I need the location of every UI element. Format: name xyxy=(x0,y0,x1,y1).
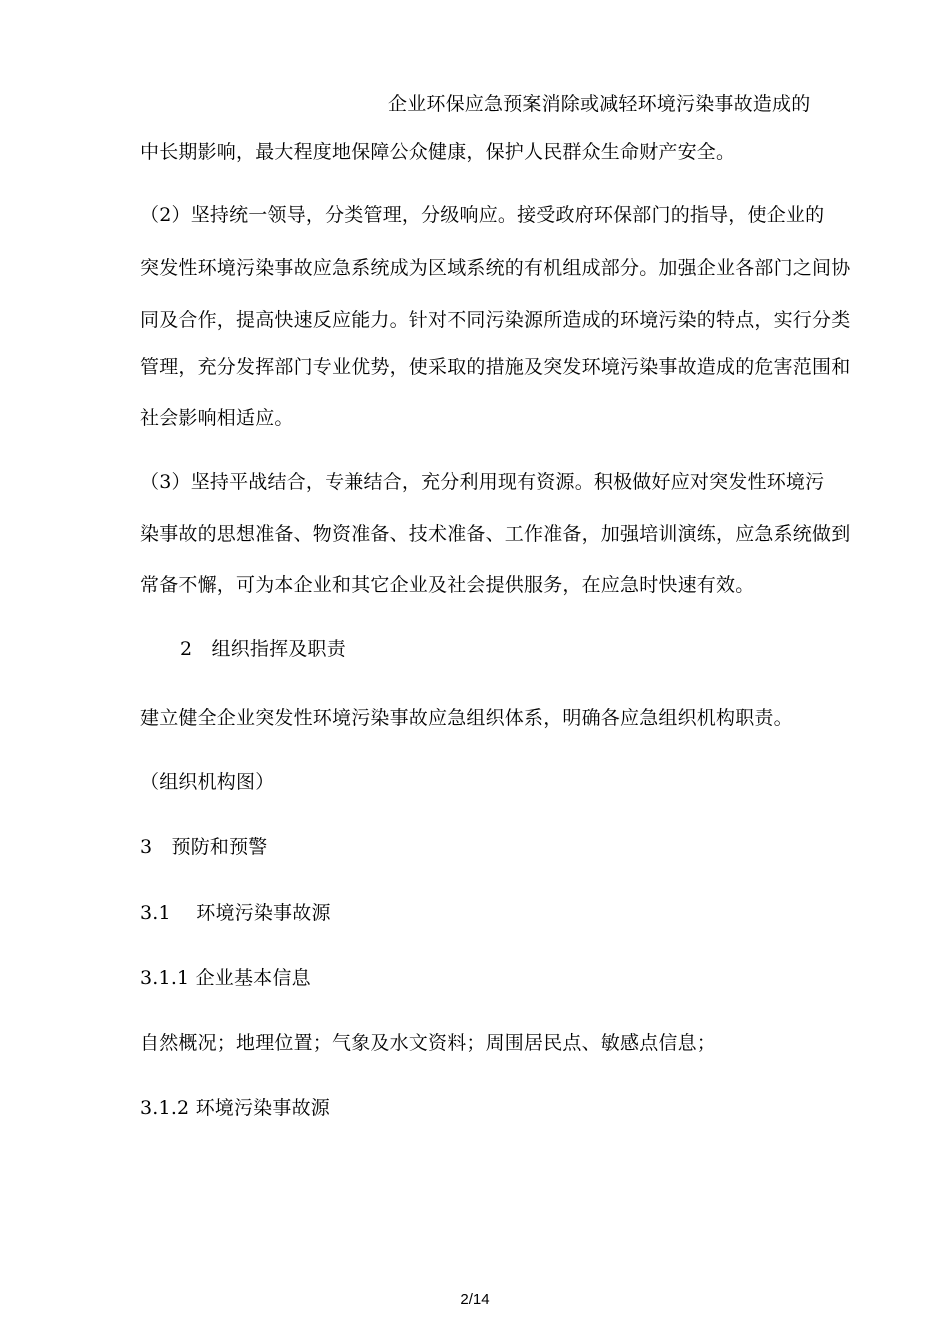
page-number: 2/14 xyxy=(460,1291,490,1308)
paragraph-3-line-2: 染事故的思想准备、物资准备、技术准备、工作准备，加强培训演练，应急系统做到 xyxy=(140,523,851,545)
paragraph-2-line-2: 突发性环境污染事故应急系统成为区域系统的有机组成部分。加强企业各部门之间协 xyxy=(140,257,851,279)
org-chart-placeholder: （组织机构图） xyxy=(140,771,275,793)
section-heading-3-1-2: 3.1.2 环境污染事故源 xyxy=(140,1097,330,1119)
section-heading-3-1-1: 3.1.1 企业基本信息 xyxy=(140,967,311,989)
section-heading-3: 3 预防和预警 xyxy=(140,836,268,858)
paragraph-1-line-1: 企业环保应急预案消除或减轻环境污染事故造成的 xyxy=(388,93,811,115)
paragraph-2-line-5: 社会影响相适应。 xyxy=(140,407,294,429)
paragraph-2-line-4: 管理，充分发挥部门专业优势，使采取的措施及突发环境污染事故造成的危害范围和 xyxy=(140,356,851,378)
section-heading-3-1: 3.1 环境污染事故源 xyxy=(140,902,331,924)
paragraph-2-line-3: 同及合作，提高快速反应能力。针对不同污染源所造成的环境污染的特点，实行分类 xyxy=(140,309,851,331)
section-2-body: 建立健全企业突发性环境污染事故应急组织体系，明确各应急组织机构职责。 xyxy=(140,707,793,729)
paragraph-2-line-1: （2）坚持统一领导，分类管理，分级响应。接受政府环保部门的指导，使企业的 xyxy=(140,204,825,226)
paragraph-1-line-2: 中长期影响，最大程度地保障公众健康，保护人民群众生命财产安全。 xyxy=(140,141,736,163)
paragraph-3-line-3: 常备不懈，可为本企业和其它企业及社会提供服务，在应急时快速有效。 xyxy=(140,574,755,596)
paragraph-3-line-1: （3）坚持平战结合，专兼结合，充分利用现有资源。积极做好应对突发性环境污 xyxy=(140,471,825,493)
section-3-1-1-body: 自然概况；地理位置；气象及水文资料；周围居民点、敏感点信息； xyxy=(140,1032,717,1054)
section-heading-2: 2 组织指挥及职责 xyxy=(180,638,346,660)
